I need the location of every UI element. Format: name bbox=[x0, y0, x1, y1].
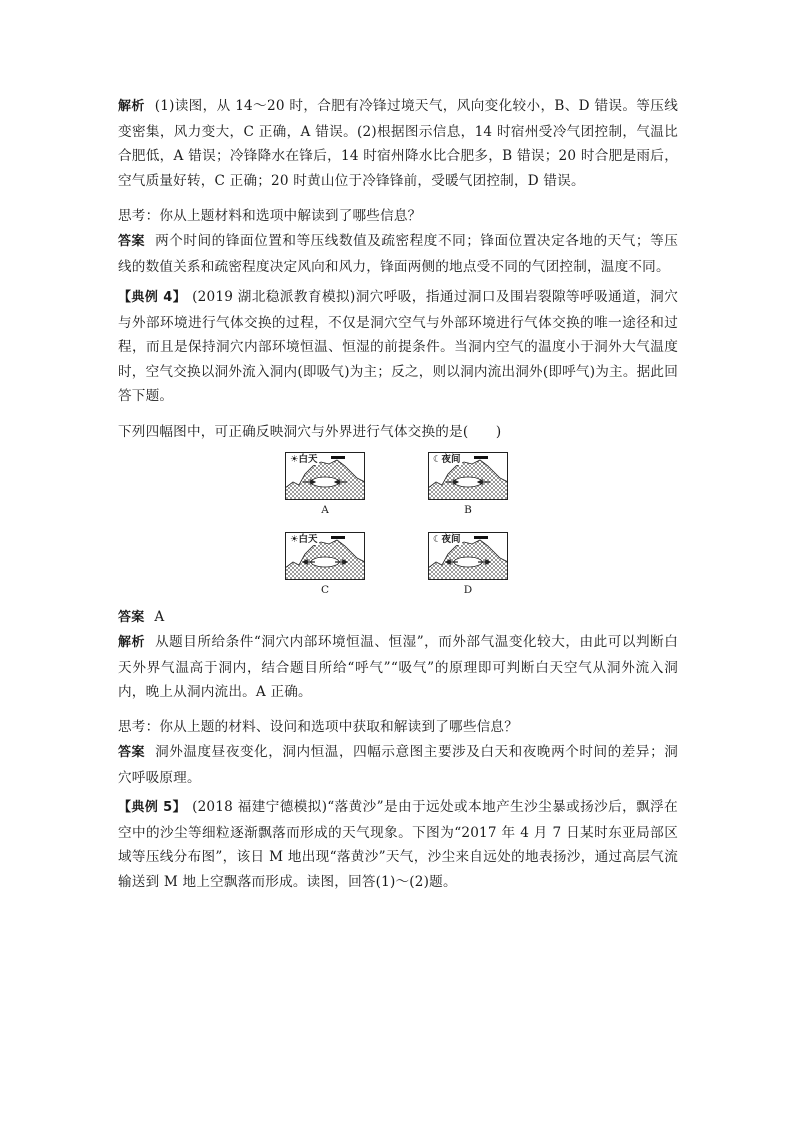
example-4-paragraph bbox=[118, 285, 678, 409]
answer-label: 答案 bbox=[118, 745, 146, 760]
answer-text: 两个时间的锋面位置和等压线数值及疏密程度不同；锋面位置决定各地的天气；等压线的数值关系和疏密程度决定风向和风力，锋面两侧的地点受不同的气团控制，温度不同。 bbox=[118, 233, 678, 275]
example-4-text: (2019 湖北稳派教育模拟)洞穴呼吸，指通过洞口及围岩裂隙等呼吸通道，洞穴与外部环境进行气体交换的过程，不仅是洞穴空气与外部环境进行气体交换的唯一途径和过程，而且是保持洞穴内部环境恒温、恒湿的前提条件。当洞内空气的温度小于洞外大气温度时，空气交换以洞外流入洞内(即吸气)为主；反之，则以洞内流出洞外(即呼气)为主。据此回答下题。 bbox=[118, 289, 678, 405]
thinking-question-2 bbox=[118, 715, 678, 740]
caption-d: D bbox=[463, 584, 473, 596]
answer-paragraph-3 bbox=[118, 740, 678, 790]
analysis-paragraph-2 bbox=[118, 630, 678, 705]
answer-text: 洞外温度昼夜变化，洞内恒温，四幅示意图主要涉及白天和夜晚两个时间的差异；洞穴呼吸原理。 bbox=[118, 744, 678, 786]
analysis-paragraph-1 bbox=[118, 94, 678, 193]
analysis-label: 解析 bbox=[118, 635, 146, 650]
analysis-label: 解析 bbox=[118, 99, 145, 114]
caption-b: B bbox=[464, 504, 472, 516]
time-label-d: ☾夜间 bbox=[433, 534, 461, 545]
answer-text: A bbox=[154, 609, 165, 625]
example-5-label: 【典例 5】 bbox=[118, 800, 187, 815]
analysis-text: 从题目所给条件“洞穴内部环境恒温、恒湿”，而外部气温变化较大，由此可以判断白天外界气温高于洞内，结合题目所给“呼气”“吸气”的原理即可判断白天空气从洞外流入洞内，晚上从洞内流出。A 正确。 bbox=[118, 634, 679, 701]
thinking-question-1 bbox=[118, 204, 678, 229]
time-label-a: ☀白天 bbox=[290, 454, 318, 465]
thinking-text: 思考：你从上题的材料、设问和选项中获取和解读到了哪些信息？ bbox=[118, 719, 519, 735]
answer-label: 答案 bbox=[118, 234, 146, 249]
answer-paragraph-1 bbox=[118, 229, 678, 279]
thinking-text: 思考：你从上题材料和选项中解读到了哪些信息？ bbox=[118, 208, 422, 224]
figure-d bbox=[428, 532, 508, 596]
figure-b bbox=[428, 452, 508, 516]
figure-c bbox=[285, 532, 365, 596]
figure-a bbox=[285, 452, 365, 516]
example-5-text: (2018 福建宁德模拟)“落黄沙”是由于远处或本地产生沙尘暴或扬沙后，飘浮在空中的沙尘等细粒逐渐飘落而形成的天气现象。下图为“2017 年 4 月 7 日某时东亚局部区域等压线分布图”，该日 M 地出现“落黄沙”天气，沙尘来自远处的地表扬沙，通过高层气流输送到 M 地上空飘落而形成。读图，回答(1)～(2)题。 bbox=[118, 799, 678, 890]
time-label-c: ☀白天 bbox=[290, 534, 318, 545]
question-text: 下列四幅图中，可正确反映洞穴与外界进行气体交换的是( ) bbox=[118, 424, 502, 440]
question-stem bbox=[118, 420, 678, 445]
example-4-label: 【典例 4】 bbox=[118, 290, 187, 305]
caption-a: A bbox=[321, 504, 329, 516]
answer-paragraph-2 bbox=[118, 605, 678, 631]
answer-label: 答案 bbox=[118, 610, 145, 625]
caption-c: C bbox=[320, 584, 330, 596]
example-5-paragraph bbox=[118, 795, 678, 894]
analysis-text: (1)读图，从 14～20 时，合肥有冷锋过境天气，风向变化较小，B、D 错误。等压线变密集，风力变大，C 正确，A 错误。(2)根据图示信息，14 时宿州受冷气团控制，气温比合肥低，A 错误；冷锋降水在锋后，14 时宿州降水比合肥多，B 错误；20 时合肥是雨后，空气质量好转，C 正确；20 时黄山位于冷锋锋前，受暖气团控制，D 错误。 bbox=[118, 98, 678, 189]
time-label-b: ☾夜间 bbox=[433, 454, 461, 465]
